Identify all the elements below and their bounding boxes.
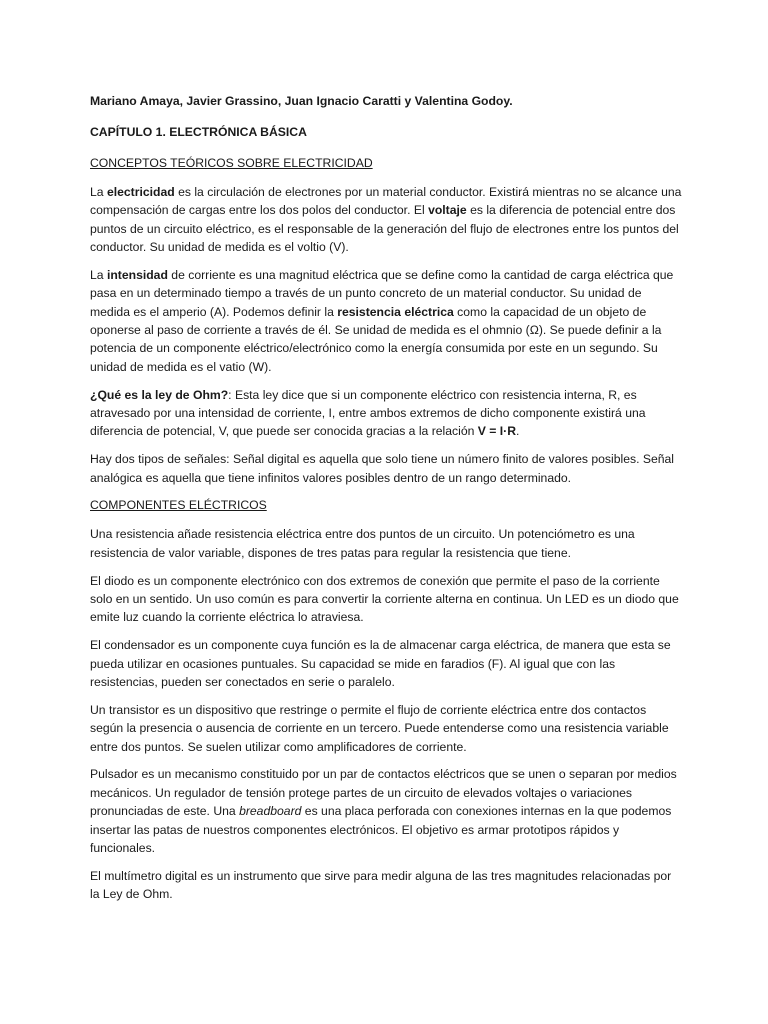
text-run: es la circulación de electrones por un material conductor. Existirá mientras no se alcance una compensación de cargas entre los dos polos del conductor. El [90, 184, 682, 218]
paragraph-condensador: El condensador es un componente cuya función es la de almacenar carga eléctrica, de manera que esta se pueda utilizar en ocasiones puntuales. Su capacidad se mide en faradios (F). Al igual que con las resistencias, pueden ser conectados en serie o paralelo. [90, 638, 671, 690]
term-resistencia-electrica: resistencia eléctrica [337, 304, 454, 319]
term-voltaje: voltaje [428, 203, 467, 218]
text-run: La [90, 184, 107, 199]
paragraph-senales: Hay dos tipos de señales: Señal digital es aquella que solo tiene un número finito de valores posibles. Señal analógica es aquella que tiene infinitos valores posibles dentro de un rango determinado. [90, 452, 675, 485]
paragraph-multimetro: El multímetro digital es un instrumento que sirve para medir alguna de las tres magnitudes relacionadas por la Ley de Ohm. [90, 868, 672, 902]
text-run: : Esta ley dice que si un componente eléctrico con resistencia interna, R, es atravesado por una intensidad de corriente, I, entre ambos extremos de dicho componente existirá una diferencia de potencial, V, que puede ser conocida gracias a la relación [90, 387, 646, 439]
section-heading-concepts: CONCEPTOS TEÓRICOS SOBRE ELECTRICIDAD [90, 155, 373, 170]
paragraph-ley-de-ohm [90, 386, 682, 441]
text-run: La [90, 267, 107, 282]
term-ley-de-ohm: ¿Qué es la ley de Ohm? [90, 387, 229, 402]
text-run: . [516, 424, 520, 439]
term-breadboard: breadboard [239, 804, 302, 819]
text-run: es una placa perforada con conexiones internas en la que podemos insertar las patas de nuestros componentes electrónicos. El objetivo es armar prototipos rápidos y funcionales. [90, 804, 672, 856]
text-run: de corriente es una magnitud eléctrica que se define como la cantidad de carga eléctrica que pasa en un determinado tiempo a través de un punto concreto de un material conductor. Su unidad de medida es el amperio (A). Podemos definir la [90, 267, 674, 319]
chapter-title: CAPÍTULO 1. ELECTRÓNICA BÁSICA [90, 124, 307, 139]
authors-line: Mariano Amaya, Javier Grassino, Juan Ignacio Caratti y Valentina Godoy. [90, 94, 513, 108]
term-electricidad: electricidad [106, 184, 175, 199]
document-page [90, 92, 682, 913]
term-intensidad: intensidad [106, 267, 168, 282]
paragraph-pulsador [90, 765, 682, 857]
text-run: Pulsador es un mecanismo constituido por un par de contactos eléctricos que se unen o separan por medios mecánicos. Un regulador de tensión protege partes de un circuito de elevados voltajes o variaciones pronunciadas de este. Una [90, 767, 677, 819]
paragraph-electricidad [90, 183, 682, 257]
text-run: es la diferencia de potencial entre dos puntos de un circuito eléctrico, es el responsable de la generación del flujo de electrones entre los puntos del conductor. Su unidad de medida es el voltio (V). [90, 203, 679, 255]
paragraph-intensidad [90, 266, 682, 376]
paragraph-resistencia: Una resistencia añade resistencia eléctrica entre dos puntos de un circuito. Un potenciómetro es una resistencia de valor variable, dispones de tres patas para regular la resistencia que tiene. [90, 527, 635, 560]
section-heading-componentes: COMPONENTES ELÉCTRICOS [90, 498, 267, 513]
paragraph-transistor: Un transistor es un dispositivo que restringe o permite el flujo de corriente eléctrica entre dos contactos según la presencia o ausencia de corriente en un tercero. Puede entenderse como una resistencia variable entre dos puntos. Se suelen utilizar como amplificadores de corriente. [90, 702, 669, 754]
formula-ohm: V = I·R [477, 424, 517, 439]
paragraph-diodo: El diodo es un componente electrónico con dos extremos de conexión que permite el paso de la corriente solo en un sentido. Un uso común es para convertir la corriente alterna en continua. Un LED es un diodo que emite luz cuando la corriente eléctrica lo atraviesa. [90, 573, 679, 625]
text-run: como la capacidad de un objeto de oponerse al paso de corriente a través de él. Se unidad de medida es el ohmnio (Ω). Se puede definir a la potencia de un componente eléctrico/electrónico como la energía consumida por este en un segundo. Su unidad de medida es el vatio (W). [90, 304, 662, 374]
